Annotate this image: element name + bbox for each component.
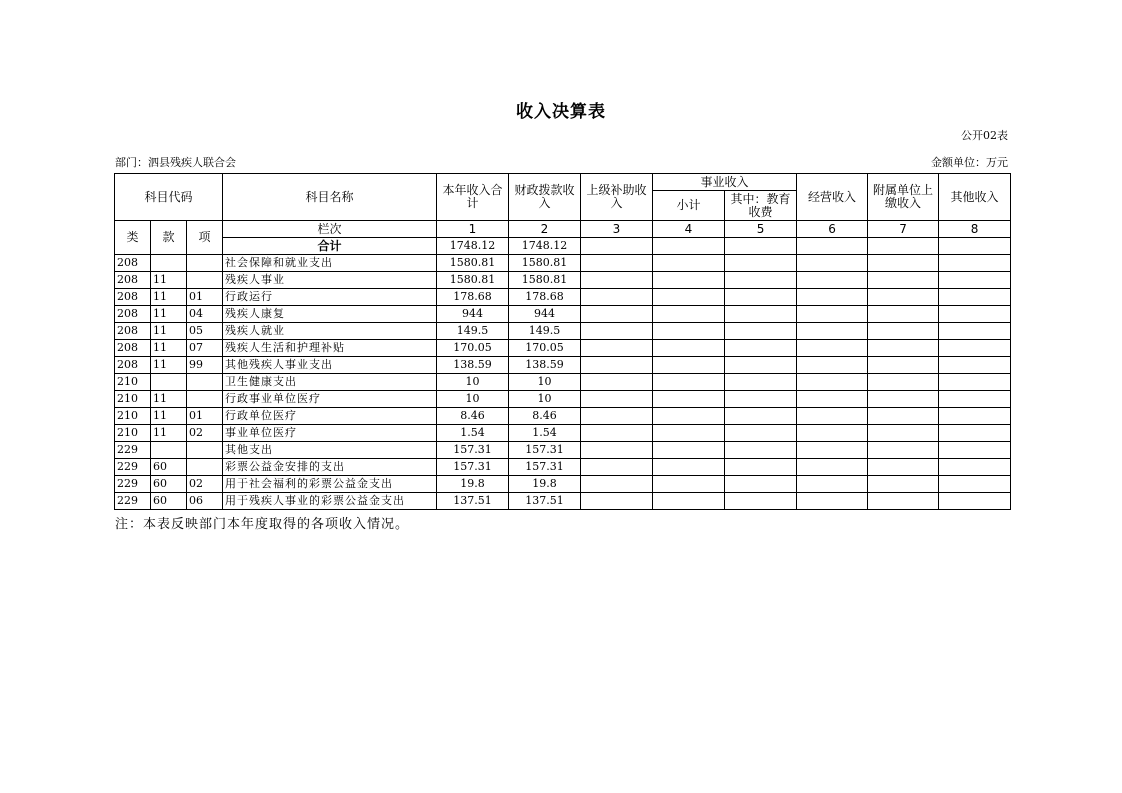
table-row <box>115 289 1011 306</box>
cell-item-code: 02 <box>187 476 223 493</box>
cell-fiscal: 10 <box>509 391 581 408</box>
cell-class-code: 208 <box>115 340 151 357</box>
cell-total-income: 1580.81 <box>437 272 509 289</box>
cell-empty <box>725 289 797 306</box>
cell-item-code: 99 <box>187 357 223 374</box>
cell-empty <box>797 289 868 306</box>
cell-item-code: 05 <box>187 323 223 340</box>
cell-total-income: 137.51 <box>437 493 509 510</box>
cell-subject-name: 残疾人就业 <box>223 323 437 340</box>
cell-empty <box>797 306 868 323</box>
table-row <box>115 493 1011 510</box>
cell-item-code <box>187 272 223 289</box>
cell-empty <box>939 459 1011 476</box>
cell-fiscal: 138.59 <box>509 357 581 374</box>
table-row <box>115 340 1011 357</box>
cell-total-income: 178.68 <box>437 289 509 306</box>
header-name: 科目名称 <box>223 174 437 221</box>
table-row <box>115 323 1011 340</box>
table-row <box>115 306 1011 323</box>
cell-empty <box>939 374 1011 391</box>
cell-fiscal: 157.31 <box>509 442 581 459</box>
cell-class-code: 229 <box>115 476 151 493</box>
cell-item-code: 02 <box>187 425 223 442</box>
cell-empty <box>868 323 939 340</box>
cell-section-code: 60 <box>151 476 187 493</box>
cell-empty <box>797 493 868 510</box>
cell-section-code: 60 <box>151 493 187 510</box>
table-row <box>115 442 1011 459</box>
cell-empty <box>581 493 653 510</box>
cell-empty <box>797 272 868 289</box>
cell-item-code: 06 <box>187 493 223 510</box>
header-operating: 经营收入 <box>797 174 868 221</box>
cell-empty <box>868 459 939 476</box>
cell-empty <box>653 493 725 510</box>
table-row <box>115 374 1011 391</box>
cell-empty <box>581 459 653 476</box>
cell-class-code: 208 <box>115 255 151 272</box>
cell-empty <box>653 323 725 340</box>
cell-empty <box>797 374 868 391</box>
cell-empty <box>868 442 939 459</box>
cell-empty <box>581 391 653 408</box>
cell-empty <box>939 391 1011 408</box>
cell-fiscal: 944 <box>509 306 581 323</box>
cell-empty <box>581 289 653 306</box>
total-row <box>115 238 1011 255</box>
col-num-7: 7 <box>868 221 939 238</box>
cell-section-code: 11 <box>151 323 187 340</box>
cell-empty <box>868 340 939 357</box>
cell-total-income: 1580.81 <box>437 255 509 272</box>
header-superior-subsidy: 上级补助收入 <box>581 174 653 221</box>
cell-empty <box>653 391 725 408</box>
cell-empty <box>939 476 1011 493</box>
cell-section-code <box>151 374 187 391</box>
cell-section-code: 11 <box>151 306 187 323</box>
cell-empty <box>653 425 725 442</box>
total-fiscal-value: 1748.12 <box>509 238 581 255</box>
header-code: 科目代码 <box>115 174 223 221</box>
header-total-income: 本年收入合计 <box>437 174 509 221</box>
cell-empty <box>653 408 725 425</box>
cell-empty <box>581 255 653 272</box>
cell-subject-name: 卫生健康支出 <box>223 374 437 391</box>
cell-subject-name: 彩票公益金安排的支出 <box>223 459 437 476</box>
table-body <box>115 255 1011 510</box>
cell-subject-name: 用于社会福利的彩票公益金支出 <box>223 476 437 493</box>
total-income-value: 1748.12 <box>437 238 509 255</box>
cell-empty <box>653 255 725 272</box>
cell-total-income: 944 <box>437 306 509 323</box>
header-affiliated: 附属单位上缴收入 <box>868 174 939 221</box>
cell-empty <box>797 340 868 357</box>
cell-empty <box>653 357 725 374</box>
table-row <box>115 272 1011 289</box>
cell-fiscal: 157.31 <box>509 459 581 476</box>
amount-unit-label: 金额单位：万元 <box>931 156 1008 169</box>
cell-class-code: 210 <box>115 425 151 442</box>
header-item: 项 <box>187 221 223 255</box>
cell-empty <box>581 323 653 340</box>
cell-section-code <box>151 442 187 459</box>
cell-empty <box>939 442 1011 459</box>
cell-fiscal: 19.8 <box>509 476 581 493</box>
header-fiscal: 财政拨款收入 <box>509 174 581 221</box>
cell-empty <box>868 357 939 374</box>
cell-empty <box>868 476 939 493</box>
cell-total-income: 149.5 <box>437 323 509 340</box>
cell-empty <box>653 340 725 357</box>
cell-empty <box>581 408 653 425</box>
cell-empty <box>725 459 797 476</box>
cell-subject-name: 用于残疾人事业的彩票公益金支出 <box>223 493 437 510</box>
cell-empty <box>725 408 797 425</box>
cell-item-code <box>187 255 223 272</box>
cell-empty <box>725 255 797 272</box>
col-num-5: 5 <box>725 221 797 238</box>
cell-empty <box>939 493 1011 510</box>
header-subtotal: 小计 <box>653 191 725 221</box>
cell-fiscal: 149.5 <box>509 323 581 340</box>
cell-empty <box>797 323 868 340</box>
cell-empty <box>797 391 868 408</box>
table-row <box>115 476 1011 493</box>
cell-empty <box>725 374 797 391</box>
cell-total-income: 170.05 <box>437 340 509 357</box>
cell-empty <box>725 391 797 408</box>
header-business-income: 事业收入 <box>653 174 797 191</box>
cell-fiscal: 1580.81 <box>509 272 581 289</box>
cell-fiscal: 1.54 <box>509 425 581 442</box>
income-table <box>114 173 1011 510</box>
col-num-8: 8 <box>939 221 1011 238</box>
cell-fiscal: 8.46 <box>509 408 581 425</box>
cell-section-code: 11 <box>151 425 187 442</box>
cell-total-income: 19.8 <box>437 476 509 493</box>
cell-total-income: 10 <box>437 374 509 391</box>
cell-subject-name: 其他支出 <box>223 442 437 459</box>
cell-section-code: 11 <box>151 272 187 289</box>
cell-empty <box>868 289 939 306</box>
cell-class-code: 208 <box>115 323 151 340</box>
cell-class-code: 229 <box>115 459 151 476</box>
footnote: 注：本表反映部门本年度取得的各项收入情况。 <box>115 517 410 532</box>
cell-class-code: 210 <box>115 374 151 391</box>
cell-section-code <box>151 255 187 272</box>
header-column-seq: 栏次 <box>223 221 437 238</box>
table-row <box>115 255 1011 272</box>
cell-section-code: 60 <box>151 459 187 476</box>
cell-class-code: 208 <box>115 306 151 323</box>
header-other: 其他收入 <box>939 174 1011 221</box>
cell-item-code: 04 <box>187 306 223 323</box>
cell-empty <box>725 425 797 442</box>
cell-item-code: 01 <box>187 289 223 306</box>
cell-total-income: 10 <box>437 391 509 408</box>
cell-subject-name: 行政事业单位医疗 <box>223 391 437 408</box>
cell-subject-name: 事业单位医疗 <box>223 425 437 442</box>
page-title: 收入决算表 <box>516 102 606 122</box>
cell-empty <box>725 357 797 374</box>
header-class: 类 <box>115 221 151 255</box>
total-label: 合计 <box>223 238 437 255</box>
cell-empty <box>939 255 1011 272</box>
cell-empty <box>653 289 725 306</box>
header-section: 款 <box>151 221 187 255</box>
col-num-3: 3 <box>581 221 653 238</box>
cell-total-income: 1.54 <box>437 425 509 442</box>
cell-empty <box>797 442 868 459</box>
cell-item-code <box>187 459 223 476</box>
cell-total-income: 157.31 <box>437 442 509 459</box>
cell-item-code <box>187 391 223 408</box>
cell-section-code: 11 <box>151 408 187 425</box>
col-num-2: 2 <box>509 221 581 238</box>
cell-fiscal: 137.51 <box>509 493 581 510</box>
cell-empty <box>797 425 868 442</box>
form-number: 公开02表 <box>961 129 1008 142</box>
table-row <box>115 408 1011 425</box>
cell-class-code: 208 <box>115 289 151 306</box>
cell-empty <box>725 323 797 340</box>
cell-item-code: 01 <box>187 408 223 425</box>
cell-empty <box>581 340 653 357</box>
table-row <box>115 391 1011 408</box>
cell-empty <box>939 357 1011 374</box>
cell-class-code: 229 <box>115 493 151 510</box>
cell-section-code: 11 <box>151 391 187 408</box>
header-education-fee: 其中：教育收费 <box>725 191 797 221</box>
cell-empty <box>725 493 797 510</box>
cell-empty <box>797 255 868 272</box>
cell-empty <box>939 272 1011 289</box>
cell-empty <box>725 272 797 289</box>
cell-total-income: 157.31 <box>437 459 509 476</box>
cell-class-code: 208 <box>115 272 151 289</box>
cell-empty <box>939 340 1011 357</box>
col-num-6: 6 <box>797 221 868 238</box>
table-header <box>115 174 1011 255</box>
cell-empty <box>725 442 797 459</box>
cell-class-code: 229 <box>115 442 151 459</box>
cell-empty <box>653 374 725 391</box>
cell-section-code: 11 <box>151 340 187 357</box>
cell-empty <box>797 459 868 476</box>
cell-empty <box>725 306 797 323</box>
cell-empty <box>581 272 653 289</box>
cell-fiscal: 178.68 <box>509 289 581 306</box>
cell-class-code: 208 <box>115 357 151 374</box>
cell-empty <box>725 476 797 493</box>
cell-item-code <box>187 442 223 459</box>
cell-empty <box>581 374 653 391</box>
cell-subject-name: 残疾人生活和护理补贴 <box>223 340 437 357</box>
cell-empty <box>868 374 939 391</box>
cell-total-income: 138.59 <box>437 357 509 374</box>
cell-empty <box>868 493 939 510</box>
cell-empty <box>653 442 725 459</box>
cell-empty <box>868 425 939 442</box>
cell-empty <box>797 408 868 425</box>
cell-empty <box>581 425 653 442</box>
cell-class-code: 210 <box>115 408 151 425</box>
cell-empty <box>653 459 725 476</box>
cell-empty <box>939 306 1011 323</box>
cell-empty <box>868 408 939 425</box>
cell-fiscal: 10 <box>509 374 581 391</box>
cell-subject-name: 行政运行 <box>223 289 437 306</box>
cell-empty <box>939 289 1011 306</box>
cell-empty <box>797 357 868 374</box>
cell-subject-name: 社会保障和就业支出 <box>223 255 437 272</box>
cell-empty <box>581 357 653 374</box>
cell-fiscal: 1580.81 <box>509 255 581 272</box>
cell-total-income: 8.46 <box>437 408 509 425</box>
col-num-4: 4 <box>653 221 725 238</box>
cell-empty <box>939 408 1011 425</box>
cell-empty <box>725 340 797 357</box>
cell-empty <box>581 442 653 459</box>
cell-item-code: 07 <box>187 340 223 357</box>
cell-subject-name: 残疾人事业 <box>223 272 437 289</box>
cell-fiscal: 170.05 <box>509 340 581 357</box>
cell-subject-name: 行政单位医疗 <box>223 408 437 425</box>
cell-empty <box>939 323 1011 340</box>
cell-subject-name: 残疾人康复 <box>223 306 437 323</box>
cell-empty <box>797 476 868 493</box>
cell-empty <box>581 476 653 493</box>
cell-item-code <box>187 374 223 391</box>
cell-empty <box>939 425 1011 442</box>
cell-empty <box>653 306 725 323</box>
cell-section-code: 11 <box>151 289 187 306</box>
table-row <box>115 357 1011 374</box>
cell-class-code: 210 <box>115 391 151 408</box>
cell-empty <box>581 306 653 323</box>
table-row <box>115 425 1011 442</box>
cell-empty <box>868 272 939 289</box>
department-label: 部门：泗县残疾人联合会 <box>115 156 236 169</box>
cell-subject-name: 其他残疾人事业支出 <box>223 357 437 374</box>
table-row <box>115 459 1011 476</box>
cell-empty <box>653 476 725 493</box>
cell-empty <box>653 272 725 289</box>
cell-section-code: 11 <box>151 357 187 374</box>
cell-empty <box>868 255 939 272</box>
col-num-1: 1 <box>437 221 509 238</box>
cell-empty <box>868 391 939 408</box>
cell-empty <box>868 306 939 323</box>
